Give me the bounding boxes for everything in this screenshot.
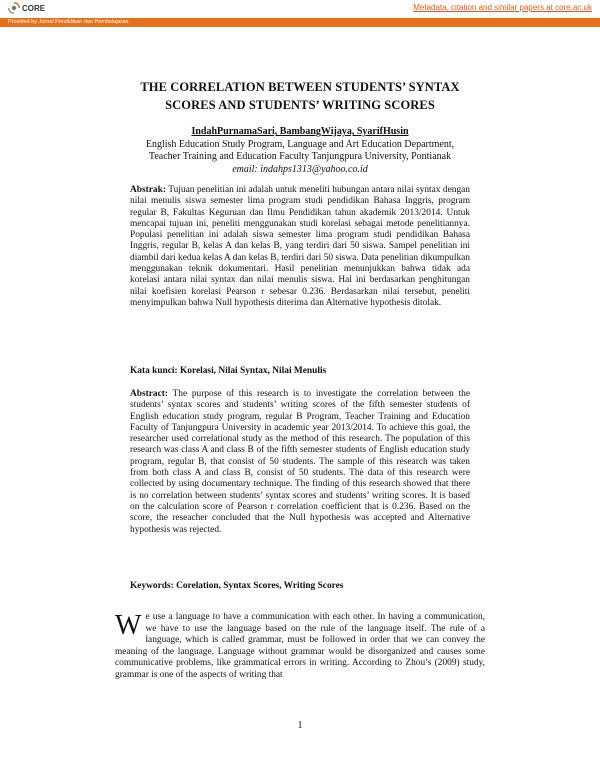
body-paragraph [115, 612, 485, 682]
abstract-label: Abstract: [130, 389, 169, 399]
kata-kunci-text: Kata kunci: Korelasi, Nilai Syntax, Nilai Menulis [130, 366, 327, 376]
kata-kunci [130, 366, 470, 377]
body-text: e use a language to have a communication with each other. In having a communication, we have to use the language based on the rule of the language itself. The rule of a language, which is called grammar, must be followed in order that we can convey the meaning of the language. Language without grammar would be disorganized and causes some communicative problems, like grammatical errors in writing. According to Zhou’s (2009) study, grammar is one of the aspects of writing that [115, 612, 485, 680]
abstrak-label: Abstrak: [130, 185, 166, 195]
title-line-1: THE CORRELATION BETWEEN STUDENTS’ SYNTAX [140, 80, 460, 94]
keywords [130, 581, 470, 592]
abstract-paragraph [130, 389, 470, 536]
paper-title [0, 78, 600, 114]
core-metadata-link[interactable]: Metadata, citation and similar papers at core.ac.uk [413, 3, 592, 12]
keywords-text: Keywords: Corelation, Syntax Scores, Writing Scores [130, 581, 344, 591]
affiliation-line-2: Teacher Training and Education Faculty Tanjungpura University, Pontianak [148, 151, 452, 162]
abstrak-paragraph [130, 185, 470, 309]
author-block [0, 126, 600, 176]
provider-bar [0, 18, 600, 27]
abstract-text: The purpose of this research is to investigate the correlation between the students’ syntax scores and students’ writing scores of the fifth semester students of English education study program, regular B Program, Teacher Training and Education Faculty of Tanjungpura University in academic year 2013/2014. To achieve this goal, the researcher used correlational study as the method of this research. The population of this research was class A and class B of the fifth semester students of English education study program, regular B, that consist of 50 students. The sample of this research was taken from both class A and class B, consist of 50 students. The data of this research were collected by using documentary technique. The finding of this research showed that there is no correlation between students’ syntax scores and students’ writing scores. It is based on the calculation score of Pearson r correlation coefficient that is 0.236. Based on the score, the reseacher concluded that the Null hypothesis was accepted and Alternative hypothesis was rejected. [130, 389, 470, 535]
core-logo-icon [8, 2, 20, 14]
core-logo[interactable] [8, 2, 45, 14]
abstrak-text: Tujuan penelitian ini adalah untuk meneliti hubungan antara nilai syntax dengan nilai menulis siswa semester lima program studi pendidikan Bahasa Inggris, program regular B, Fakultas Keguruan dan Ilmu Pendidikan tahun akademik 2013/2014. Untuk mencapai tujuan ini, peneliti menggunakan studi korelasi sebagai metode penelitiannya. Populasi penelitian ini adalah siswa semester lima program studi pendidikan Bahasa Inggris, regular B, kelas A dan kelas B, yang terdiri dari 50 siswa. Sampel penelitian ini diambil dari kedua kelas A dan kelas B, terdiri dari 50 siswa. Data penelitian dikumpulkan menggunakan teknik dokumentari. Hasil penelitian menunjukkan bahwa tidak ada korelasi antara nilai syntax dan nilai menulis siswa. Hal ini berdasarkan penghitungan nilai koefisien korelasi Pearson r sebesar 0.236. Berdasarkan nilai tersebut, peneliti menyimpulkan bahwa Null hypothesis diterima dan Alternative hypothesis ditolak. [130, 185, 470, 308]
affiliation-line-1: English Education Study Program, Language and Art Education Department, [145, 138, 455, 150]
title-line-2: SCORES AND STUDENTS’ WRITING SCORES [165, 98, 435, 112]
drop-cap: W [115, 610, 142, 641]
author-email: email: indahps1313@yahoo.co.id [232, 163, 368, 175]
core-logo-label: CORE [22, 3, 46, 13]
author-names: IndahPurnamaSari, BambangWijaya, SyarifHusin [191, 126, 409, 137]
core-header-bar [0, 0, 600, 19]
page-number: 1 [297, 720, 303, 731]
provider-text: Provided by Jurnal Pendidikan dan Pembelajaran [8, 19, 129, 25]
